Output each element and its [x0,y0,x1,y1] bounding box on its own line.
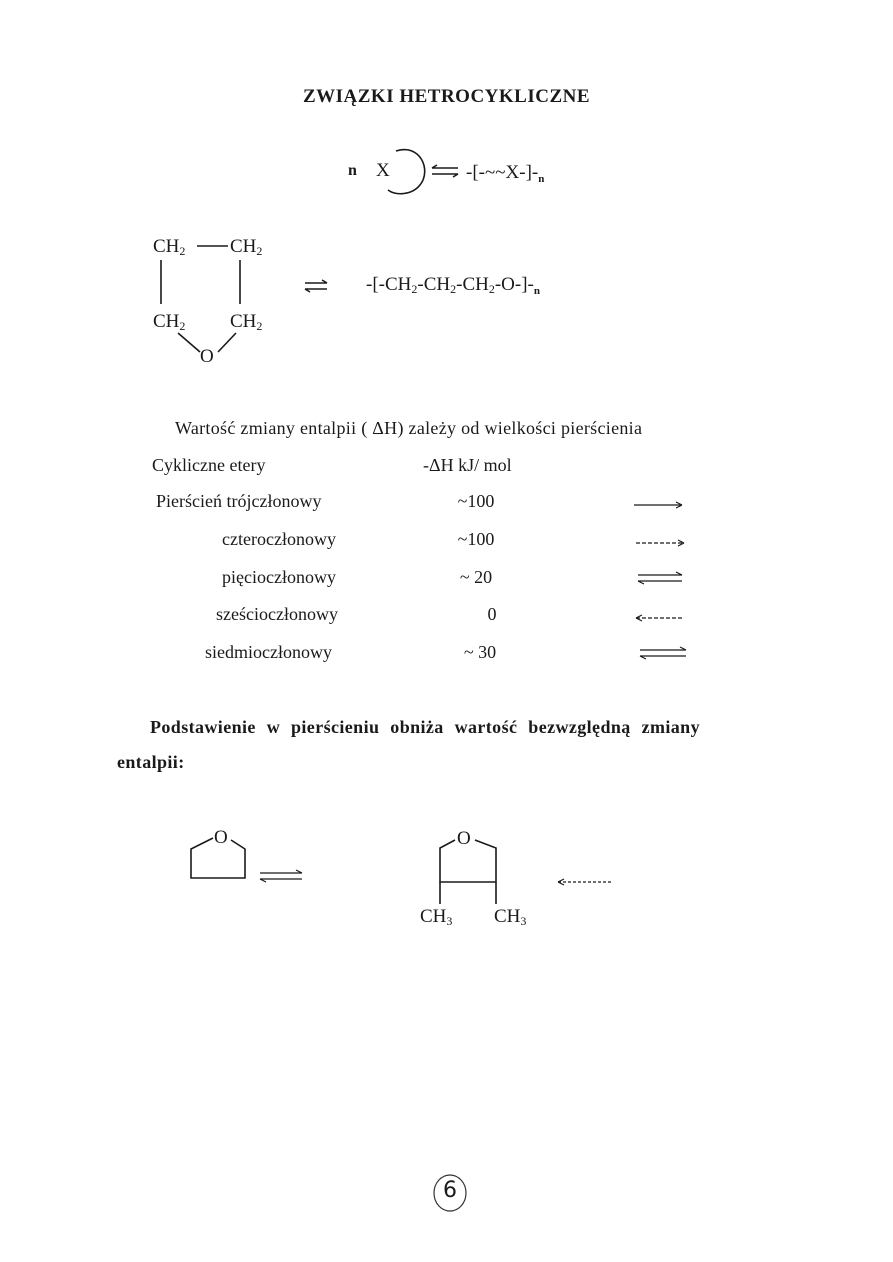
backward-arrow-substituted [556,877,614,887]
ring-ch2-bottom-right: $CH_2$ [230,311,263,333]
ring-ch2-bottom-left: $CH_2$ [153,311,186,333]
general-polymer-n: n [538,173,545,185]
table-row-name: Pierścień trójczłonowy [156,491,322,511]
table-row-value: ~100 [457,491,495,511]
page-number: 6 [443,1178,457,1203]
table-row-name: pięcioczłonowy [222,567,336,587]
heteroatom-label: X [376,160,390,181]
ring-oxygen: O [200,346,214,367]
table-row-value: ~ 30 [463,642,497,662]
ring-ch2-top-left: $CH_2$ [153,236,186,258]
substitution-text-line2: entalpii: [117,752,185,772]
page-title: ZWIĄZKI HETROCYKLICZNE [302,86,591,107]
substituted-oxygen: O [457,828,471,849]
table-header-value: -ΔH kJ/ mol [423,455,512,475]
thf-polymer: $-[-CH_2-CH_2-CH_2-O-]-_n$ [366,274,541,297]
ring-ch2-top-right: $CH_2$ [230,236,263,258]
table-row-value: 0 [487,604,497,624]
table-row-value: ~100 [457,529,495,549]
table-row-value: ~ 20 [459,567,493,587]
methyl-left: $CH_3$ [420,906,453,928]
substitution-text-line1: Podstawienie w pierścieniu obniża wartość bezwzględną zmiany [150,717,700,737]
methyl-right: $CH_3$ [494,906,527,928]
table-row-name: siedmioczłonowy [205,642,332,662]
reaction-coefficient: n [348,162,357,179]
thf-oxygen: O [214,827,228,848]
general-polymer-chain: -[-~~X-]- [466,162,539,183]
table-row-name: sześcioczłonowy [216,604,338,624]
enthalpy-intro: Wartość zmiany entalpii ( ΔH) zależy od wielkości pierścienia [175,418,643,438]
table-header-name: Cykliczne etery [152,455,266,475]
table-row-name: czteroczłonowy [222,529,336,549]
